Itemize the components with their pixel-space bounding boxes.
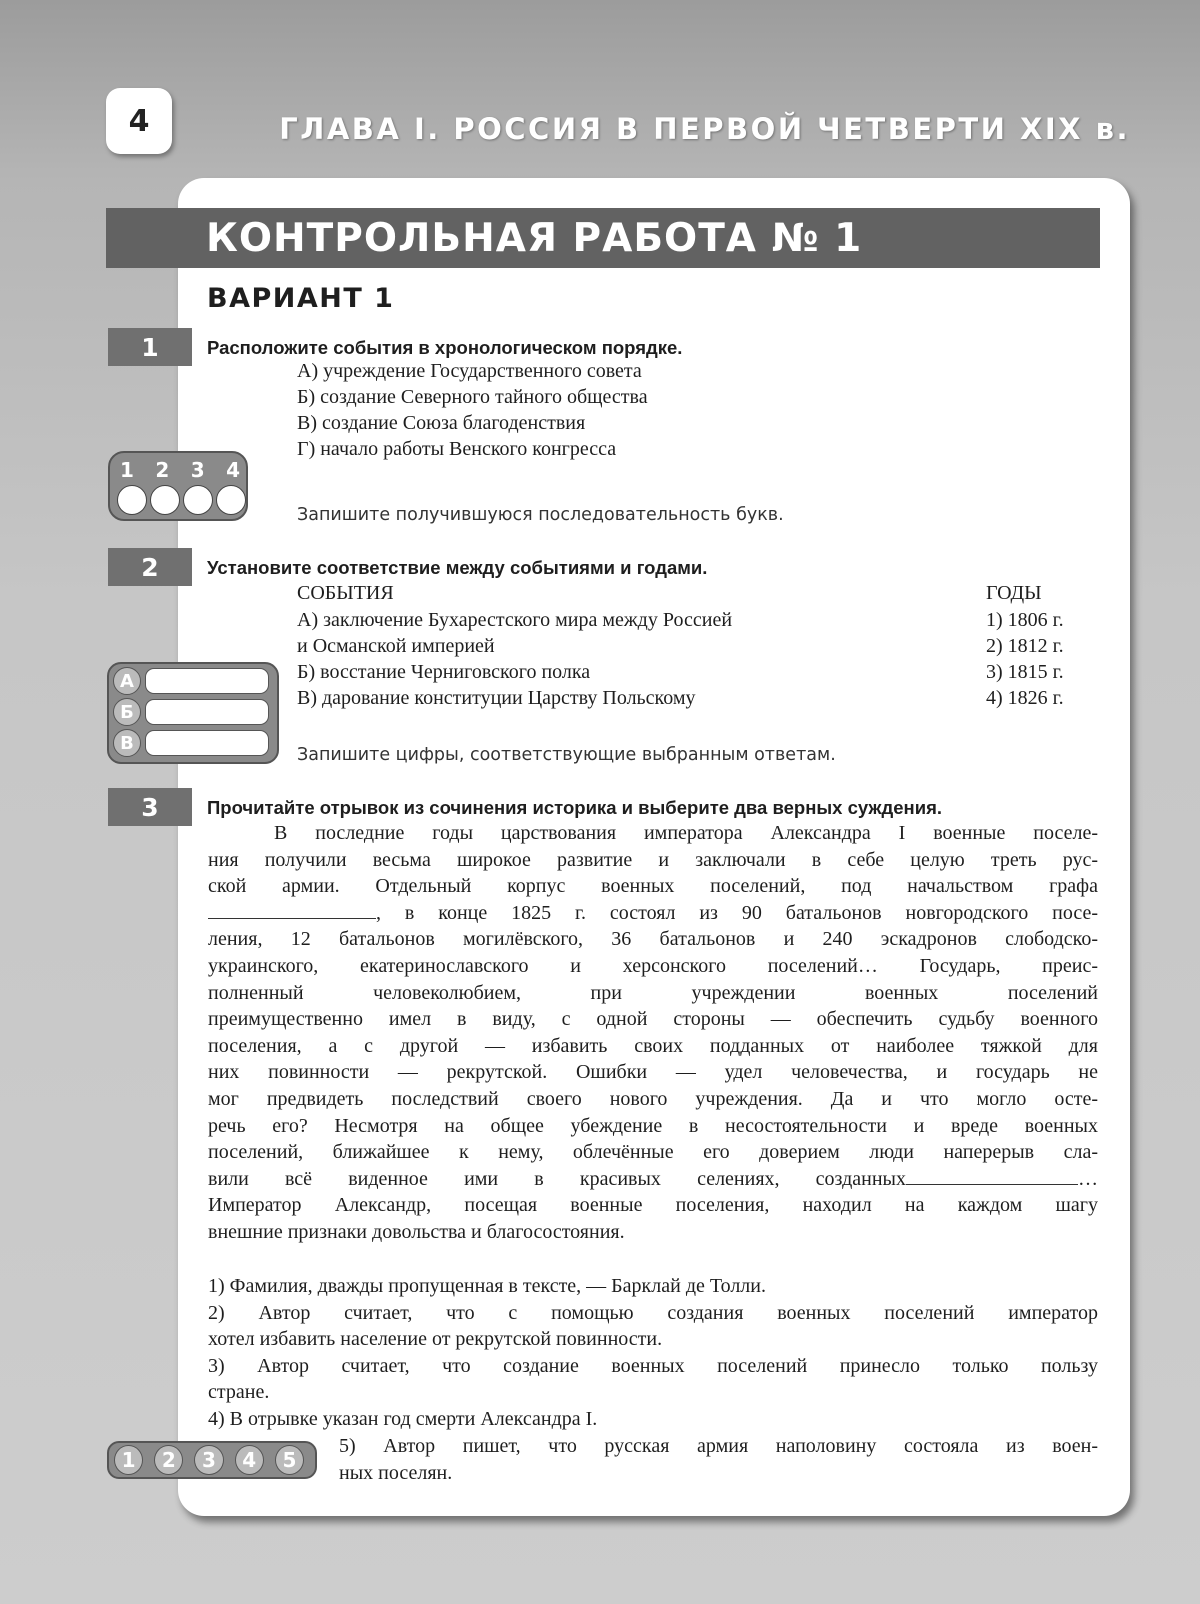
task-2-year-2: 2) 1812 г. — [986, 635, 1064, 657]
task-1-number: 1 — [108, 328, 192, 366]
passage-line-with-blank — [208, 900, 1098, 927]
passage-line: поселения, а с другой — избавить своих подданных от наиболее тяжкой для — [208, 1034, 1098, 1057]
task-3-question: Прочитайте отрывок из сочинения историка и выберите два верных суждения. — [207, 797, 943, 818]
answer-cell[interactable] — [150, 485, 180, 515]
statement: 2) Автор считает, что с помощью создания военных поселений император — [208, 1301, 1098, 1324]
passage-line: преимущественно имел в виду, с одной стороны — обеспечить судьбу военного — [208, 1008, 1098, 1031]
answer-choice[interactable]: 2 — [154, 1445, 183, 1475]
task-2-year-1: 1) 1806 г. — [986, 609, 1064, 631]
task-3-answer-box — [107, 1441, 317, 1479]
answer-letter-label: Б — [113, 698, 141, 726]
answer-cell[interactable] — [216, 485, 246, 515]
answer-position-label: 3 — [190, 458, 205, 482]
ellipsis: … — [1078, 1167, 1098, 1190]
answer-choice[interactable]: 4 — [235, 1445, 264, 1475]
answer-cell[interactable] — [183, 485, 213, 515]
years-column-header: ГОДЫ — [986, 582, 1042, 604]
answer-position-label: 2 — [155, 458, 170, 482]
answer-letter-label: В — [113, 729, 141, 757]
chapter-title: ГЛАВА I. РОССИЯ В ПЕРВОЙ ЧЕТВЕРТИ XIX в. — [279, 112, 1130, 146]
passage-line-with-blank — [208, 1166, 1098, 1193]
passage-line: , в конце 1825 г. состоял из 90 батальонов новгородского посе- — [376, 901, 1098, 924]
task-2-question: Установите соответствие между событиями и годами. — [207, 557, 708, 578]
passage-line: В последние годы царствования императора Александра I военные поселе- — [274, 822, 1098, 844]
passage-line: поселений, ближайшее к нему, облечённые его доверием люди наперерыв сла- — [208, 1141, 1098, 1164]
answer-field[interactable] — [145, 699, 269, 725]
passage-line: внешние признаки довольства и благосостояния. — [208, 1220, 625, 1243]
task-2-event-b: Б) восстание Черниговского полка — [297, 661, 591, 683]
task-1-option-c: В) создание Союза благоденствия — [297, 412, 586, 434]
statement-cont: хотел избавить население от рекрутской повинности. — [208, 1328, 663, 1351]
answer-letter-label: А — [113, 667, 141, 695]
test-title-banner — [106, 208, 1100, 268]
task-1-option-a: А) учреждение Государственного совета — [297, 360, 642, 382]
variant-title: ВАРИАНТ 1 — [207, 283, 395, 314]
task-1-question: Расположите события в хронологическом порядке. — [207, 337, 683, 358]
task-2-year-4: 4) 1826 г. — [986, 687, 1064, 709]
statement-cont: ных поселян. — [339, 1461, 453, 1484]
statement-5-block — [339, 1433, 1098, 1486]
passage-line: полненный человеколюбием, при учреждении военных поселений — [208, 981, 1098, 1004]
passage-line: Император Александр, посещая военные поселения, находил на каждом шагу — [208, 1194, 1098, 1217]
passage-line: ния получили весьма широкое развитие и заключали в себе целую треть рус- — [208, 848, 1098, 871]
task-2-answer-box — [107, 662, 279, 764]
statements-list — [208, 1273, 1098, 1433]
passage-line: ской армии. Отдельный корпус военных поселений, под начальством графа — [208, 875, 1098, 898]
answer-choice[interactable]: 3 — [194, 1445, 223, 1475]
task-2-event-a-cont: и Османской империей — [297, 635, 495, 657]
task-1-note: Запишите получившуюся последовательность букв. — [297, 505, 784, 525]
test-title: КОНТРОЛЬНАЯ РАБОТА № 1 — [206, 215, 863, 261]
answer-cell[interactable] — [117, 485, 147, 515]
task-2-year-3: 3) 1815 г. — [986, 661, 1064, 683]
passage-line: украинского, екатеринославского и херсонского поселений… Государь, преис- — [208, 954, 1098, 977]
answer-position-label: 4 — [226, 458, 240, 482]
statement: 5) Автор пишет, что русская армия наполовину состояла из воен- — [339, 1435, 1098, 1457]
statement: 1) Фамилия, дважды пропущенная в тексте, — Барклай де Толли. — [208, 1275, 766, 1297]
answer-position-label: 1 — [120, 458, 134, 482]
fill-in-blank — [906, 1166, 1078, 1185]
answer-field[interactable] — [145, 668, 269, 694]
events-column-header: СОБЫТИЯ — [297, 582, 394, 604]
task-2-event-a: А) заключение Бухарестского мира между Россией — [297, 609, 733, 631]
statement: 3) Автор считает, что создание военных поселений принесло только пользу — [208, 1354, 1098, 1377]
answer-choice[interactable]: 5 — [275, 1445, 304, 1475]
answer-choice[interactable]: 1 — [114, 1445, 143, 1475]
task-1-answer-box — [108, 451, 248, 521]
task-2-note: Запишите цифры, соответствующие выбранным ответам. — [297, 745, 836, 765]
fill-in-blank — [208, 900, 376, 919]
statement: 4) В отрывке указан год смерти Александра I. — [208, 1407, 598, 1430]
passage-line: них повинности — рекрутской. Ошибки — удел человечества, и государь не — [208, 1061, 1098, 1084]
answer-field[interactable] — [145, 730, 269, 756]
task-3-number: 3 — [108, 788, 192, 826]
passage-line: речь его? Несмотря на общее убеждение в несостоятельности и вреде военных — [208, 1114, 1098, 1137]
passage-line: мог предвидеть последствий своего нового учреждения. Да и что могло осте- — [208, 1087, 1098, 1110]
task-1-option-b: Б) создание Северного тайного общества — [297, 386, 648, 408]
passage-line: ления, 12 батальонов могилёвского, 36 батальонов и 240 эскадронов слободско- — [208, 928, 1098, 951]
task-2-event-c: В) дарование конституции Царству Польскому — [297, 687, 696, 709]
passage-line: вили всё виденное ими в красивых селениях, созданных — [208, 1167, 906, 1190]
historian-passage — [208, 820, 1098, 1246]
task-1-option-d: Г) начало работы Венского конгресса — [297, 438, 617, 460]
task-2-number: 2 — [108, 548, 192, 586]
page-number: 4 — [106, 88, 172, 154]
statement-cont: стране. — [208, 1381, 270, 1404]
